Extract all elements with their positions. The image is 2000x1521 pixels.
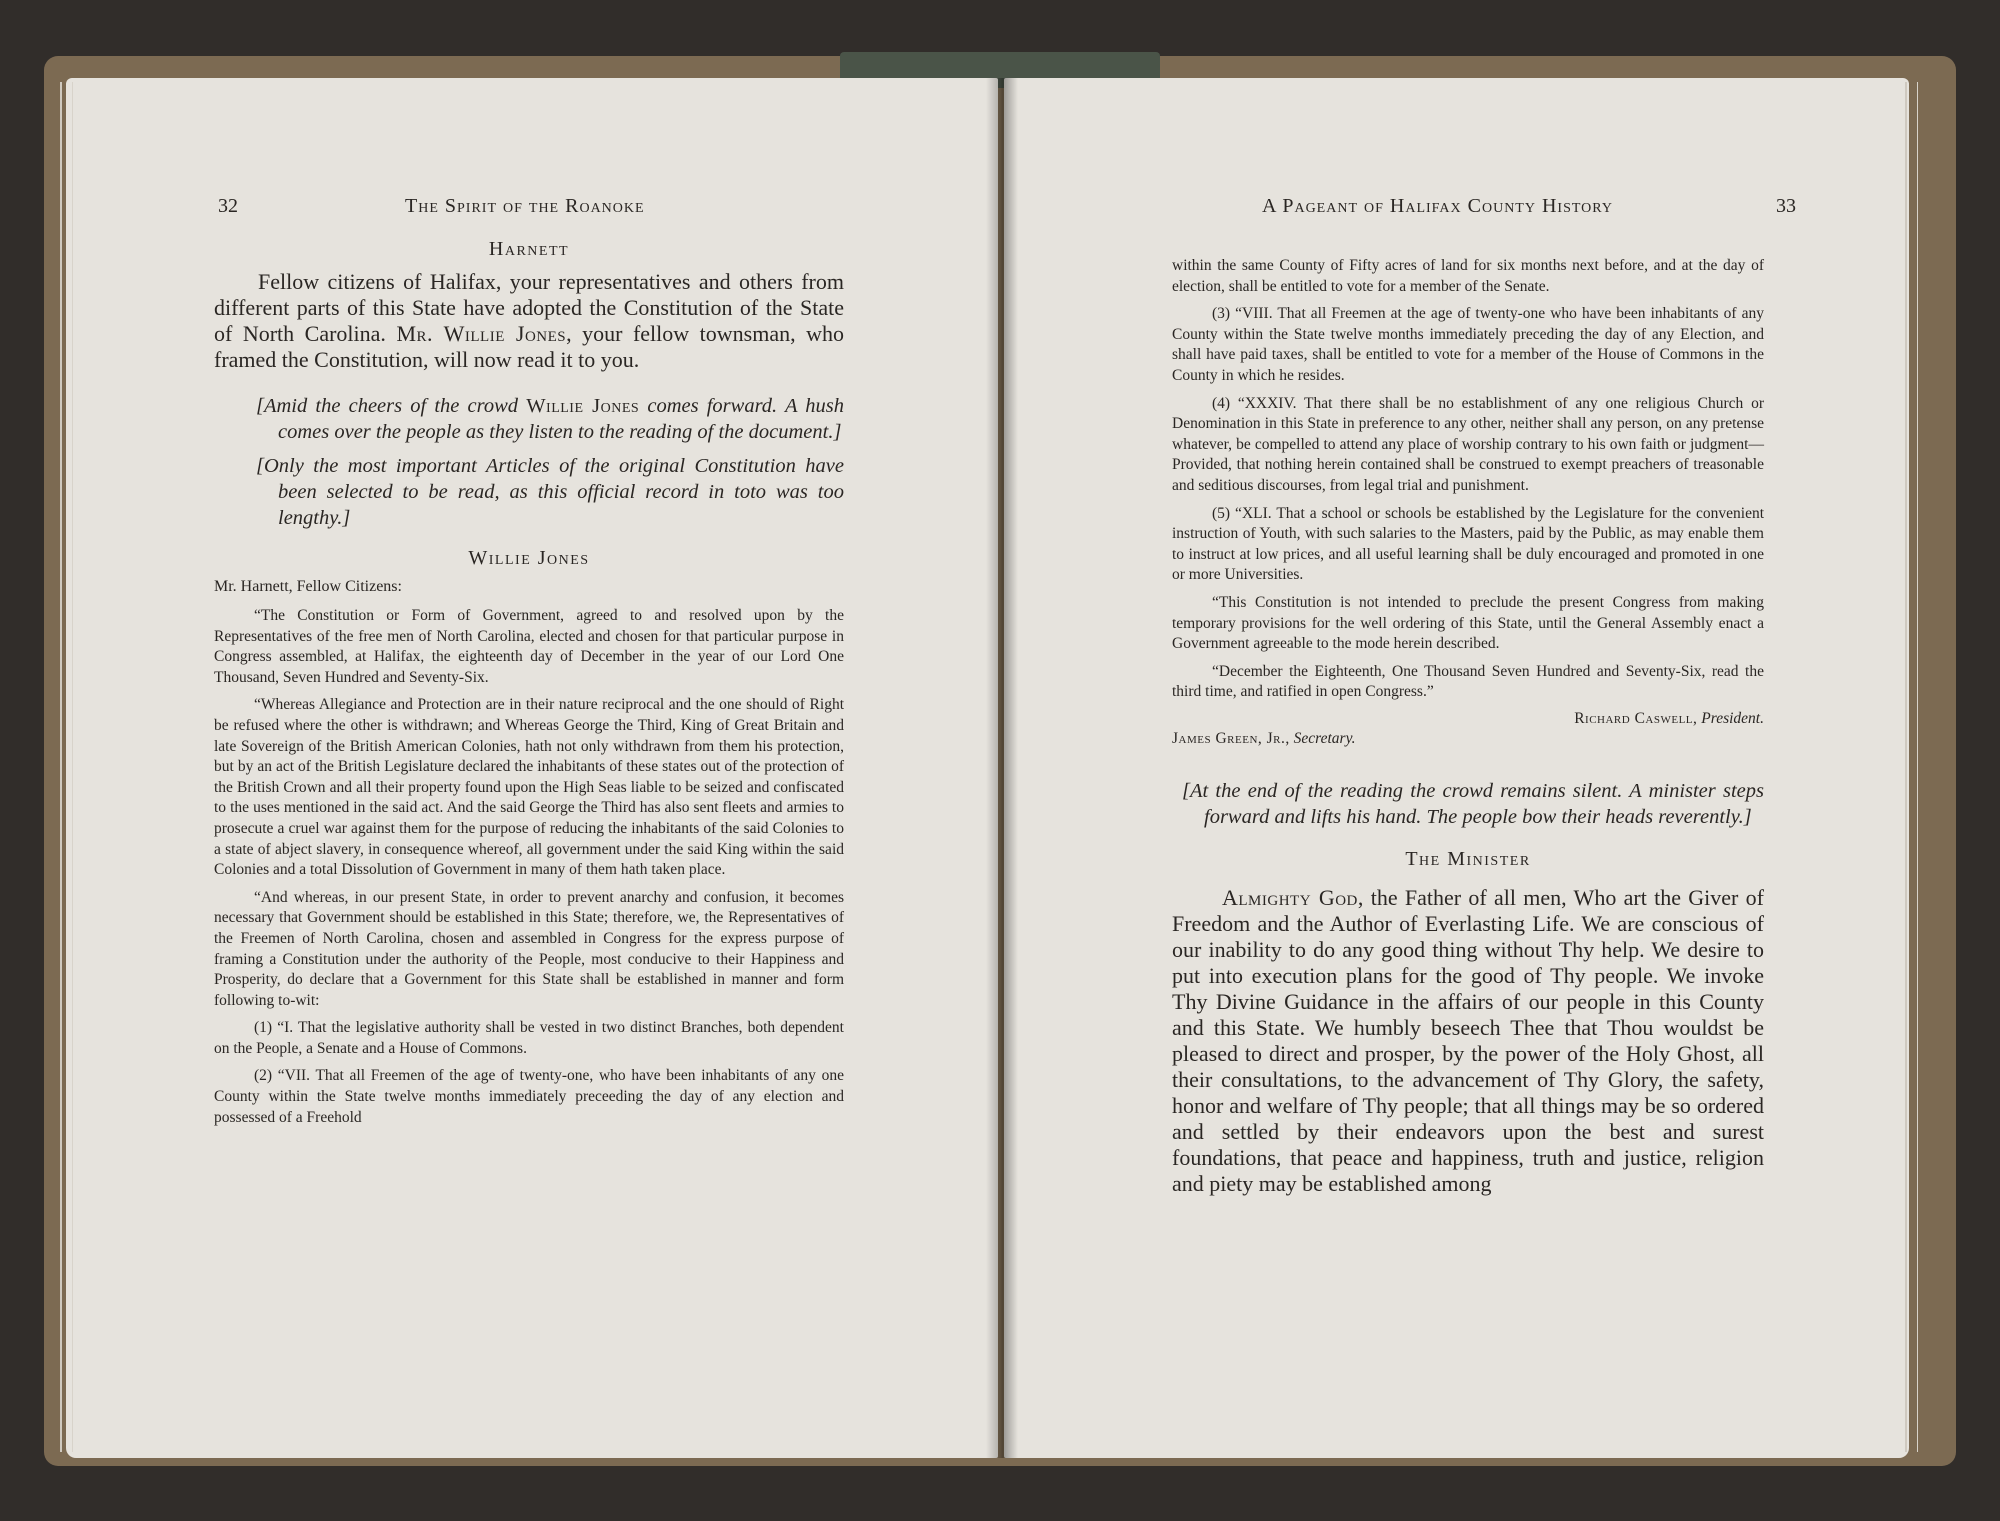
constitution-para-2: “Whereas Allegiance and Protection are in their nature reciprocal and the one should of Right be refused where the other is withdrawn; and Whereas George the Third, King of Great Britain and late Sovereign of the British American Colonies, hath not only withdrawn from them his protection, but by an act of the British Legislature declared the inhabitants of these states out of the protection of the British Crown and all their property found upon the High Seas liable to be seized and confiscated to the uses mentioned in the said act. And the said George the Third has also sent fleets and armies to prosecute a cruel war against them for the purpose of reducing the inhabitants of the said Colonies to a state of abject slavery, in consequence whereof, all government under the said King within the said Colonies and a total Dissolution of Government in many of them hath taken place. xyxy=(214,696,844,879)
minister-heading: The Minister xyxy=(1405,847,1531,870)
stage-1-part-a: [Amid the cheers of the crowd xyxy=(256,395,527,417)
prayer-text: , the Father of all men, Who art the Giver of Freedom and the Author of Everlasting Life. We are conscious of our inability to do any good thing without Thy help. We desire to put into execution plans for the good of Thy people. We invoke Thy Divine Guidance in the affairs of our people in this County and this State. We humbly beseech Thee that Thou wouldst be pleased to direct and prosper, by the power of the Holy Ghost, all their consultations, to the advancement of Thy Glory, the safety, honor and welfare of Thy people; that all things may be so ordered and settled by their endeavors upon the best and surest foundations, that peace and happiness, truth and justice, religion and piety may be established among xyxy=(1172,884,1764,1196)
stage-1-name: Willie Jones xyxy=(526,395,640,417)
signature-secretary xyxy=(1172,730,1764,748)
president-name: Richard Caswell, xyxy=(1574,709,1698,727)
harnett-heading: Harnett xyxy=(488,238,570,260)
stage-1-part-b: comes forward. A hush comes over the people as they listen to the reading of the document.] xyxy=(278,395,844,443)
salutation: Mr. Harnett, Fellow Citizens: xyxy=(214,578,402,595)
stage-direction-3: [At the end of the reading the crowd remains silent. A minister steps forward and lifts his hand. The people bow their heads reverently.] xyxy=(1182,779,1764,828)
left-page-number: 32 xyxy=(218,195,238,217)
constitution-para-11: “December the Eighteenth, One Thousand Seven Hundred and Seventy-Six, read the third time, and ratified in open Congress.” xyxy=(1172,662,1764,701)
constitution-para-4: (1) “I. That the legislative authority shall be vested in two distinct Branches, both dependent on the People, a Senate and a House of Commons. xyxy=(214,1019,844,1057)
left-page-edges xyxy=(60,82,73,1452)
willie-jones-heading: Willie Jones xyxy=(468,547,590,569)
harnett-speech-part-a: Fellow citizens of Halifax, your representatives and others from different parts of this State have adopted the Constitution of the State of North Carolina. xyxy=(214,269,844,346)
harnett-name-caps: Mr. Willie Jones xyxy=(396,321,567,346)
left-running-head: The Spirit of the Roanoke xyxy=(405,195,645,217)
minister-prayer xyxy=(1172,885,1764,1197)
right-running-head: A Pageant of Halifax County History xyxy=(1262,195,1613,217)
constitution-para-5: (2) “VII. That all Freemen of the age of twenty-one, who have been inhabitants of any one County within the State twelve months immediately preceeding the day of any election and possessed of a Freehold xyxy=(214,1067,844,1126)
constitution-para-8: (4) “XXXIV. That there shall be no establishment of any one religious Church or Denomination in this State in preference to any other, neither shall any person, on any pretense whatever, be compelled to attend any place of worship contrary to his own faith or judgment—Provided, that nothing herein contained shall be construed to exempt preachers of treasonable and seditious discourses, from legal trial and punishment. xyxy=(1172,394,1764,494)
constitution-para-6: within the same County of Fifty acres of land for six months next before, and at the day of election, shall be entitled to vote for a member of the Senate. xyxy=(1172,257,1764,295)
signature-president xyxy=(1172,710,1764,728)
book-gutter xyxy=(986,78,1018,1458)
right-page-text xyxy=(1172,256,1764,1217)
constitution-para-3: “And whereas, in our present State, in order to prevent anarchy and confusion, it becomes necessary that Government should be established in this State; therefore, we, the Representatives of the Freemen of North Carolina, chosen and assembled in Congress for the express purpose of framing a Constitution under the authority of the People, most conducive to their Happiness and Prosperity, do declare that a Government for this State shall be established in manner and form following to-wit: xyxy=(214,888,844,1009)
constitution-para-7: (3) “VIII. That all Freemen at the age of twenty-one who have been inhabitants of any County within the State twelve months immediately preceding the day of any Election, and shall have paid taxes, shall be entitled to vote for a member of the House of Commons in the County in which he resides. xyxy=(1172,305,1764,384)
right-page-edges xyxy=(1905,82,1918,1452)
constitution-para-9: (5) “XLI. That a school or schools be established by the Legislature for the convenient instruction of Youth, with such salaries to the Masters, paid by the Public, as may enable them to instruct at low prices, and all useful learning shall be duly encouraged and promoted in one or more Universities. xyxy=(1172,504,1764,584)
president-title: President. xyxy=(1697,709,1764,727)
prayer-lead: Almighty God xyxy=(1222,884,1358,910)
right-page-number: 33 xyxy=(1776,195,1796,217)
harnett-speech-part-b: , your fellow townsman, who framed the Constitution, will now read it to you. xyxy=(214,321,845,372)
constitution-para-10: “This Constitution is not intended to preclude the present Congress from making temporary provisions for the well ordering of this State, until the General Assembly enact a Government agreeable to the mode herein described. xyxy=(1172,593,1764,653)
stage-direction-1 xyxy=(256,393,844,445)
secretary-name: James Green, Jr., xyxy=(1172,729,1290,747)
stage-direction-2: [Only the most important Articles of the original Constitution have been selected to be read, as this official record in toto was too lengthy.] xyxy=(256,455,844,529)
constitution-para-1: “The Constitution or Form of Government, agreed to and resolved upon by the Representatives of the free men of North Carolina, elected and chosen for that particular purpose in Congress assembled, at Halifax, the eighteenth day of December in the year of our Lord One Thousand, Seven Hundred and Seventy-Six. xyxy=(214,607,844,686)
secretary-title: Secretary. xyxy=(1289,729,1356,747)
harnett-speech xyxy=(214,269,844,373)
left-page-text xyxy=(214,238,844,1135)
